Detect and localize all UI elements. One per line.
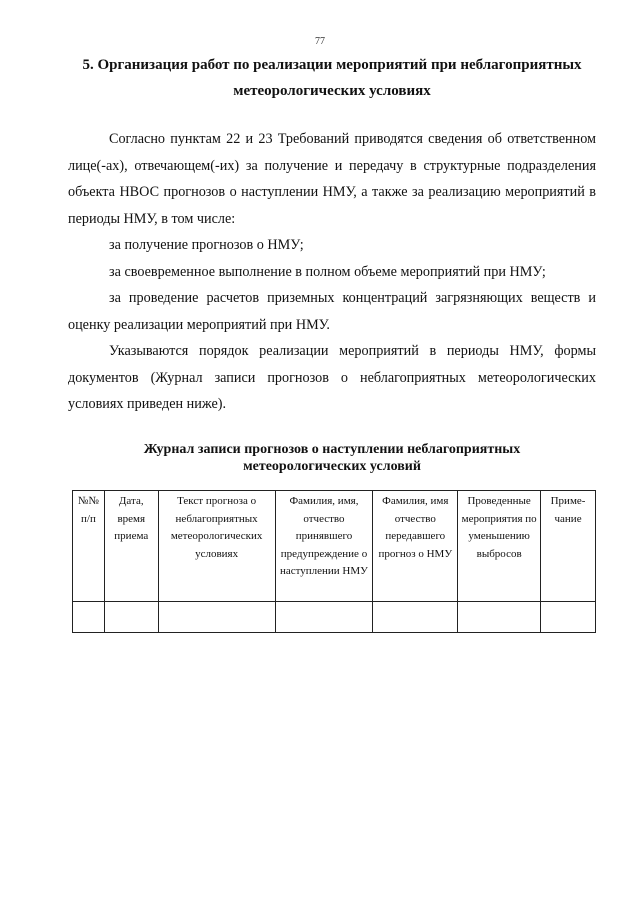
column-header-note: Приме-чание xyxy=(541,491,596,602)
column-header-measures: Проведенные мероприятия по уменьшению выбросов xyxy=(458,491,541,602)
journal-table xyxy=(72,490,596,633)
paragraph-forecasts: за получение прогнозов о НМУ; xyxy=(109,237,304,253)
page-number: 77 xyxy=(315,36,325,47)
column-header-receiver-name: Фамилия, имя, отчество принявшего предупреждение о наступлении НМУ xyxy=(275,491,373,602)
table-cell xyxy=(158,602,275,633)
paragraph-timely-execution: за своевременное выполнение в полном объеме мероприятий при НМУ; xyxy=(109,263,546,280)
paragraph-calculations: за проведение расчетов приземных концентраций загрязняющих веществ и оценку реализации мероприятий при НМУ. xyxy=(68,290,596,333)
section-title-line-2: метеорологических условиях xyxy=(233,83,431,99)
journal-title xyxy=(68,441,596,475)
table-cell xyxy=(73,602,105,633)
column-header-date-time: Дата, время приема xyxy=(104,491,158,602)
body-text xyxy=(68,126,596,418)
journal-title-line-1: Журнал записи прогнозов о наступлении неблагоприятных xyxy=(143,442,521,457)
column-header-number: №№ п/п xyxy=(73,491,105,602)
section-title xyxy=(68,52,596,104)
column-header-sender-name: Фамилия, имя отчество передавшего прогноз о НМУ xyxy=(373,491,458,602)
table-cell xyxy=(373,602,458,633)
table-cell xyxy=(458,602,541,633)
table-cell xyxy=(541,602,596,633)
journal-title-line-2: метеорологических условий xyxy=(243,459,421,474)
table-cell xyxy=(275,602,373,633)
journal-header-row xyxy=(73,491,596,602)
column-header-forecast-text: Текст прогноза о неблагоприятных метеорологических условиях xyxy=(158,491,275,602)
section-title-line-1: 5. Организация работ по реализации мероприятий при неблагоприятных xyxy=(82,57,582,73)
table-cell xyxy=(104,602,158,633)
table-row xyxy=(73,602,596,633)
paragraph-requirements: Согласно пунктам 22 и 23 Требований приводятся сведения об ответственном лице(-ах), отвечающем(-их) за получение и передачу в структурные подразделения объекта НВОС прогнозов о наступлении НМУ, а также за реализацию мероприятий в периоды НМУ, в том числе: xyxy=(68,131,596,227)
paragraph-procedure: Указываются порядок реализации мероприятий в периоды НМУ, формы документов (Журнал записи прогнозов о неблагоприятных метеорологических условиях приведен ниже). xyxy=(68,343,596,412)
